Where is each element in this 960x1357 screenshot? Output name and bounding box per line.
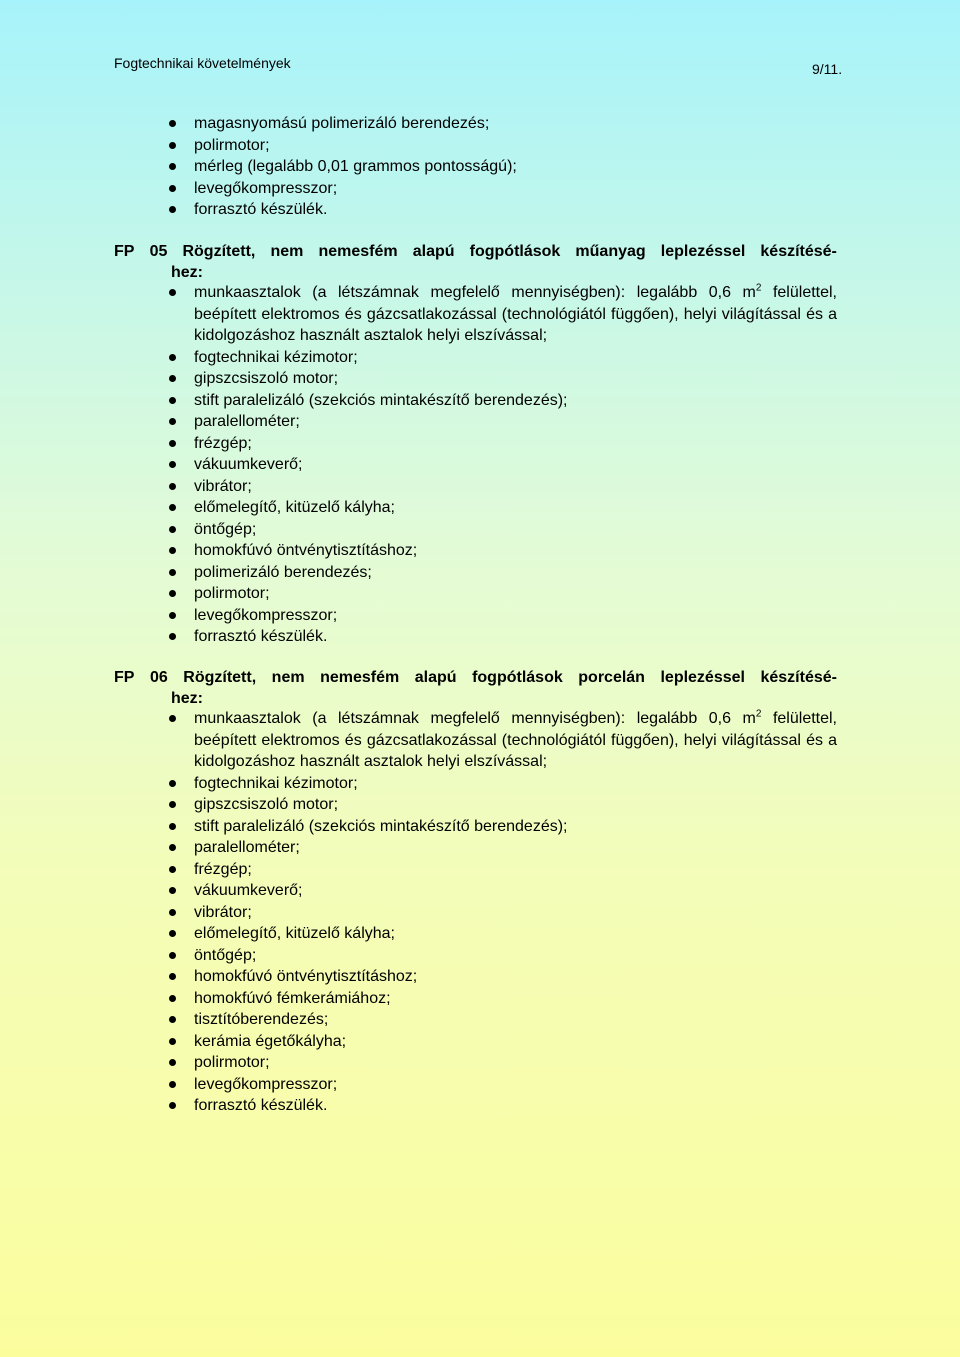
list-item-text: fogtechnikai kézimotor; <box>194 774 358 792</box>
bullet-icon <box>169 844 176 851</box>
list-item <box>194 773 837 795</box>
title-word: készítésé- <box>760 669 837 686</box>
list-item-text: levegőkompresszor; <box>194 1075 338 1093</box>
section-title-line <box>114 241 837 262</box>
list-item-text: paralellométer; <box>194 839 300 856</box>
bullet-icon <box>169 375 176 382</box>
list-item <box>194 390 837 412</box>
list-item <box>194 178 837 200</box>
bullet-icon <box>169 163 176 170</box>
list-item-text: öntőgép; <box>194 946 257 964</box>
list-item-text: frézgép; <box>194 860 252 878</box>
bullet-icon <box>169 866 176 873</box>
bullet-icon <box>169 780 176 787</box>
section-title-continuation: hez: <box>171 264 203 281</box>
section-title-continuation: hez: <box>171 690 203 707</box>
bullet-icon <box>169 930 176 937</box>
bullet-icon <box>169 569 176 576</box>
list-item <box>194 605 837 627</box>
bullet-icon <box>169 973 176 980</box>
bullet-icon <box>169 823 176 830</box>
list-item-text: levegőkompresszor; <box>194 179 338 197</box>
list-item <box>194 282 837 347</box>
equipment-list-fp06 <box>194 708 837 1117</box>
list-item-text: vákuumkeverő; <box>194 456 303 473</box>
superscript: 2 <box>755 708 762 720</box>
list-item-text: forrasztó készülék. <box>194 201 328 218</box>
list-item <box>194 199 837 221</box>
list-item <box>194 476 837 498</box>
list-item <box>194 708 837 773</box>
list-item-text: polirmotor; <box>194 585 270 602</box>
title-word: porcelán <box>578 669 645 686</box>
bullet-icon <box>169 1081 176 1088</box>
bullet-icon <box>169 1102 176 1109</box>
list-item-text: paralellométer; <box>194 413 300 430</box>
bullet-icon <box>169 354 176 361</box>
list-item-text: homokfúvó öntvénytisztításhoz; <box>194 542 418 559</box>
list-item-text: tisztítóberendezés; <box>194 1011 329 1028</box>
bullet-icon <box>169 418 176 425</box>
list-item-text: mérleg (legalább 0,01 grammos pontosságú); <box>194 158 517 175</box>
bullet-icon <box>169 547 176 554</box>
list-item <box>194 626 837 648</box>
title-word: fogpótlások <box>469 243 561 260</box>
list-item <box>194 1052 837 1074</box>
title-word: készítésé- <box>760 243 837 260</box>
equipment-list-continued <box>194 113 837 221</box>
list-item <box>194 433 837 455</box>
bullet-icon <box>169 887 176 894</box>
list-item <box>194 368 837 390</box>
section-title-fp05 <box>114 241 837 283</box>
list-item <box>194 1009 837 1031</box>
list-item <box>194 859 837 881</box>
page-number: 9/11. <box>812 61 843 77</box>
bullet-icon <box>169 120 176 127</box>
list-item <box>194 966 837 988</box>
list-item-text: magasnyomású polimerizáló berendezés; <box>194 115 490 132</box>
list-item-text: gipszcsiszoló motor; <box>194 796 339 813</box>
title-word: fogpótlások <box>472 669 563 686</box>
section-title-fp06 <box>114 667 837 709</box>
list-item <box>194 156 837 178</box>
superscript: 2 <box>755 282 762 294</box>
list-item-text: homokfúvó öntvénytisztításhoz; <box>194 968 418 985</box>
title-word: leplezéssel <box>660 243 746 260</box>
list-item-text-cont: felülettel, beépített elektromos és gázcsatlakozással (technológiától függően), helyi világítással és a kidolgozáshoz használt asztalok helyi elszívással; <box>194 284 838 344</box>
bullet-icon <box>169 715 176 722</box>
bullet-icon <box>169 1059 176 1066</box>
list-item <box>194 454 837 476</box>
title-word: alapú <box>414 669 457 686</box>
bullet-icon <box>169 612 176 619</box>
list-item-text: kerámia égetőkályha; <box>194 1032 347 1050</box>
list-item <box>194 988 837 1010</box>
list-item <box>194 1095 837 1117</box>
bullet-icon <box>169 483 176 490</box>
list-item <box>194 135 837 157</box>
list-item-text: polirmotor; <box>194 136 270 154</box>
bullet-icon <box>169 185 176 192</box>
list-item <box>194 1074 837 1096</box>
list-item-text: vibrátor; <box>194 903 252 921</box>
bullet-icon <box>169 590 176 597</box>
list-item <box>194 837 837 859</box>
list-item <box>194 816 837 838</box>
title-word: leplezéssel <box>660 669 745 686</box>
title-word: nem <box>270 243 304 260</box>
list-item-text: polirmotor; <box>194 1054 270 1071</box>
document-header-title: Fogtechnikai követelmények <box>114 55 291 71</box>
title-word: FP <box>114 669 135 686</box>
list-item-text: öntőgép; <box>194 520 257 538</box>
list-item <box>194 880 837 902</box>
bullet-icon <box>169 952 176 959</box>
bullet-icon <box>169 1038 176 1045</box>
list-item-text: forrasztó készülék. <box>194 628 328 645</box>
list-item-text: polimerizáló berendezés; <box>194 563 372 581</box>
list-item-text: vibrátor; <box>194 477 252 495</box>
bullet-icon <box>169 801 176 808</box>
title-word: alapú <box>412 243 455 260</box>
list-item-text: frézgép; <box>194 434 252 452</box>
list-item-text-cont: felülettel, beépített elektromos és gázcsatlakozással (technológiától függően), helyi világítással és a kidolgozáshoz használt asztalok helyi elszívással; <box>194 710 838 770</box>
title-word: 05 <box>149 243 168 260</box>
list-item <box>194 902 837 924</box>
list-item <box>194 945 837 967</box>
title-word: FP <box>114 243 135 260</box>
bullet-icon <box>169 995 176 1002</box>
list-item <box>194 411 837 433</box>
list-item-text: előmelegítő, kitüzelő kályha; <box>194 925 395 942</box>
list-item-text: fogtechnikai kézimotor; <box>194 348 358 366</box>
list-item <box>194 347 837 369</box>
list-item-text: stift paralelizáló (szekciós mintakészítő berendezés); <box>194 817 568 835</box>
bullet-icon <box>169 397 176 404</box>
title-word: Rögzített, <box>183 669 257 686</box>
equipment-list-fp05 <box>194 282 837 648</box>
list-item <box>194 519 837 541</box>
list-item <box>194 540 837 562</box>
list-item-text: stift paralelizáló (szekciós mintakészítő berendezés); <box>194 391 568 409</box>
bullet-icon <box>169 440 176 447</box>
list-item <box>194 794 837 816</box>
bullet-icon <box>169 1016 176 1023</box>
list-item-text: munkaasztalok (a létszámnak megfelelő mennyiségben): legalább 0,6 m <box>194 710 756 727</box>
list-item-text: előmelegítő, kitüzelő kályha; <box>194 499 395 516</box>
list-item <box>194 1031 837 1053</box>
section-title-line <box>114 667 837 688</box>
list-item-text: vákuumkeverő; <box>194 882 303 899</box>
list-item-text: levegőkompresszor; <box>194 606 338 624</box>
title-word: nem <box>271 669 305 686</box>
title-word: nemesfém <box>320 669 400 686</box>
bullet-icon <box>169 633 176 640</box>
title-word: Rögzített, <box>182 243 256 260</box>
bullet-icon <box>169 526 176 533</box>
title-word: műanyag <box>575 243 646 260</box>
list-item <box>194 583 837 605</box>
list-item <box>194 113 837 135</box>
bullet-icon <box>169 289 176 296</box>
list-item <box>194 923 837 945</box>
title-word: nemesfém <box>318 243 398 260</box>
list-item-text: munkaasztalok (a létszámnak megfelelő mennyiségben): legalább 0,6 m <box>194 284 756 301</box>
title-word: 06 <box>149 669 168 686</box>
list-item-text: gipszcsiszoló motor; <box>194 370 339 387</box>
list-item <box>194 497 837 519</box>
bullet-icon <box>169 461 176 468</box>
list-item-text: homokfúvó fémkerámiához; <box>194 989 391 1007</box>
list-item <box>194 562 837 584</box>
bullet-icon <box>169 142 176 149</box>
bullet-icon <box>169 206 176 213</box>
bullet-icon <box>169 504 176 511</box>
list-item-text: forrasztó készülék. <box>194 1097 328 1114</box>
bullet-icon <box>169 909 176 916</box>
